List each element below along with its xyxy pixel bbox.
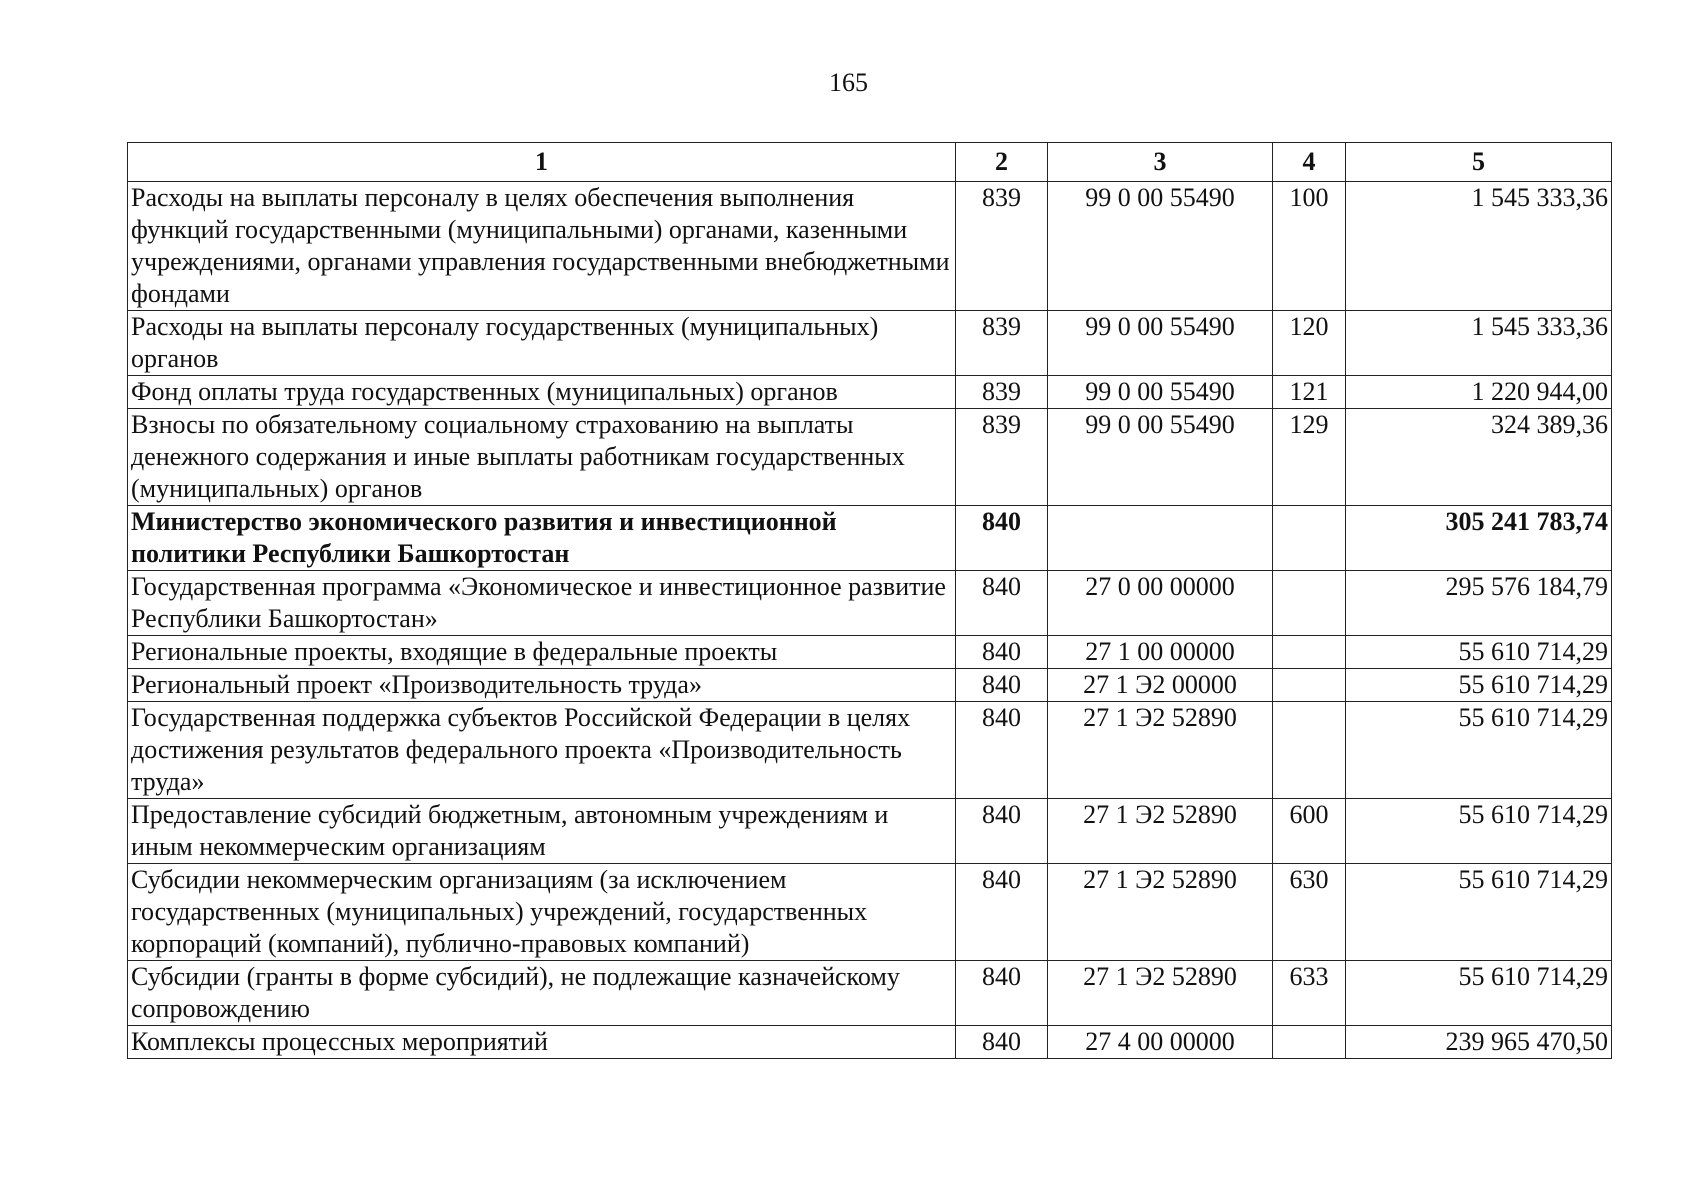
row-expense-type-cell: [1273, 702, 1346, 799]
row-expense-type-cell: [1273, 1026, 1346, 1059]
header-col-2: 2: [956, 143, 1048, 182]
row-amount-cell: 55 610 714,29: [1346, 961, 1612, 1026]
row-ministry-code-cell: 839: [956, 409, 1048, 506]
row-ministry-code-cell: 839: [956, 311, 1048, 376]
table-row: [128, 636, 1612, 669]
row-ministry-code-cell: 840: [956, 669, 1048, 702]
table-row: [128, 506, 1612, 571]
table-row: [128, 961, 1612, 1026]
row-target-code-cell: 27 1 00 00000: [1048, 636, 1273, 669]
row-ministry-code-cell: 840: [956, 864, 1048, 961]
row-target-code-cell: 99 0 00 55490: [1048, 376, 1273, 409]
row-ministry-code-cell: 839: [956, 182, 1048, 311]
row-expense-type-cell: 630: [1273, 864, 1346, 961]
header-col-1: 1: [128, 143, 956, 182]
row-target-code-cell: 99 0 00 55490: [1048, 182, 1273, 311]
row-name-cell: Комплексы процессных мероприятий: [128, 1026, 956, 1059]
row-amount-cell: 305 241 783,74: [1346, 506, 1612, 571]
row-target-code-cell: 99 0 00 55490: [1048, 311, 1273, 376]
row-target-code-cell: 27 0 00 00000: [1048, 571, 1273, 636]
row-ministry-code-cell: 840: [956, 571, 1048, 636]
row-amount-cell: 239 965 470,50: [1346, 1026, 1612, 1059]
row-target-code-cell: 27 1 Э2 00000: [1048, 669, 1273, 702]
row-ministry-code-cell: 840: [956, 702, 1048, 799]
row-ministry-code-cell: 839: [956, 376, 1048, 409]
row-expense-type-cell: 100: [1273, 182, 1346, 311]
row-name-cell: Субсидии (гранты в форме субсидий), не подлежащие казначейскому сопровождению: [128, 961, 956, 1026]
row-name-cell: Региональные проекты, входящие в федеральные проекты: [128, 636, 956, 669]
row-target-code-cell: 27 1 Э2 52890: [1048, 702, 1273, 799]
table-row: [128, 571, 1612, 636]
table-row: [128, 1026, 1612, 1059]
row-expense-type-cell: 600: [1273, 799, 1346, 864]
row-target-code-cell: [1048, 506, 1273, 571]
row-ministry-code-cell: 840: [956, 961, 1048, 1026]
row-expense-type-cell: 129: [1273, 409, 1346, 506]
row-amount-cell: 55 610 714,29: [1346, 864, 1612, 961]
table-row: [128, 376, 1612, 409]
row-expense-type-cell: [1273, 571, 1346, 636]
header-col-3: 3: [1048, 143, 1273, 182]
row-expense-type-cell: 121: [1273, 376, 1346, 409]
row-name-cell: Государственная поддержка субъектов Российской Федерации в целях достижения результатов федерального проекта «Производительность труда»: [128, 702, 956, 799]
row-expense-type-cell: [1273, 636, 1346, 669]
header-col-5: 5: [1346, 143, 1612, 182]
row-amount-cell: 1 220 944,00: [1346, 376, 1612, 409]
row-name-cell: Министерство экономического развития и инвестиционной политики Республики Башкортостан: [128, 506, 956, 571]
row-amount-cell: 55 610 714,29: [1346, 799, 1612, 864]
row-ministry-code-cell: 840: [956, 506, 1048, 571]
row-target-code-cell: 27 1 Э2 52890: [1048, 864, 1273, 961]
row-target-code-cell: 27 4 00 00000: [1048, 1026, 1273, 1059]
header-row: [128, 143, 1612, 182]
header-col-4: 4: [1273, 143, 1346, 182]
table-row: [128, 409, 1612, 506]
row-amount-cell: 55 610 714,29: [1346, 702, 1612, 799]
table-body: [128, 182, 1612, 1059]
row-target-code-cell: 99 0 00 55490: [1048, 409, 1273, 506]
row-name-cell: Расходы на выплаты персоналу государственных (муниципальных) органов: [128, 311, 956, 376]
table-row: [128, 864, 1612, 961]
row-ministry-code-cell: 840: [956, 1026, 1048, 1059]
row-expense-type-cell: 120: [1273, 311, 1346, 376]
row-ministry-code-cell: 840: [956, 799, 1048, 864]
row-amount-cell: 1 545 333,36: [1346, 311, 1612, 376]
row-target-code-cell: 27 1 Э2 52890: [1048, 799, 1273, 864]
row-expense-type-cell: [1273, 506, 1346, 571]
row-amount-cell: 324 389,36: [1346, 409, 1612, 506]
budget-table: [127, 142, 1612, 1059]
row-amount-cell: 1 545 333,36: [1346, 182, 1612, 311]
table-row: [128, 182, 1612, 311]
row-name-cell: Региональный проект «Производительность труда»: [128, 669, 956, 702]
row-expense-type-cell: [1273, 669, 1346, 702]
row-ministry-code-cell: 840: [956, 636, 1048, 669]
table-row: [128, 702, 1612, 799]
row-expense-type-cell: 633: [1273, 961, 1346, 1026]
row-name-cell: Предоставление субсидий бюджетным, автономным учреждениям и иным некоммерческим организациям: [128, 799, 956, 864]
row-amount-cell: 55 610 714,29: [1346, 669, 1612, 702]
table-row: [128, 311, 1612, 376]
row-target-code-cell: 27 1 Э2 52890: [1048, 961, 1273, 1026]
page-number: 165: [829, 68, 868, 97]
table-row: [128, 799, 1612, 864]
row-amount-cell: 55 610 714,29: [1346, 636, 1612, 669]
table-row: [128, 669, 1612, 702]
row-name-cell: Субсидии некоммерческим организациям (за исключением государственных (муниципальных) учреждений, государственных корпораций (компаний), публично-правовых компаний): [128, 864, 956, 961]
row-name-cell: Взносы по обязательному социальному страхованию на выплаты денежного содержания и иные выплаты работникам государственных (муниципальных) органов: [128, 409, 956, 506]
row-name-cell: Государственная программа «Экономическое и инвестиционное развитие Республики Башкортостан»: [128, 571, 956, 636]
row-amount-cell: 295 576 184,79: [1346, 571, 1612, 636]
row-name-cell: Фонд оплаты труда государственных (муниципальных) органов: [128, 376, 956, 409]
row-name-cell: Расходы на выплаты персоналу в целях обеспечения выполнения функций государственными (муниципальными) органами, казенными учреждениями, органами управления государственными внебюджетными фондами: [128, 182, 956, 311]
